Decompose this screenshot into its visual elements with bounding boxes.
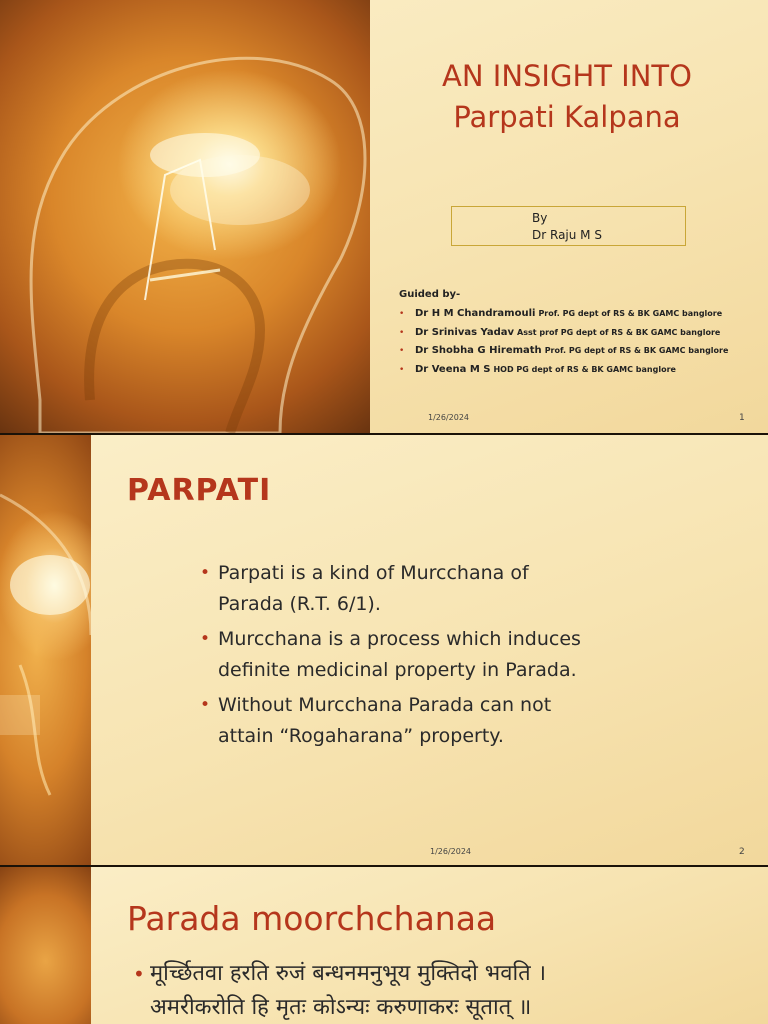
light-bulb-icon: [0, 0, 370, 433]
guide-list: [399, 305, 764, 379]
guide-role: Prof. PG dept of RS & BK GAMC banglore: [544, 346, 729, 355]
slide-3: [0, 867, 768, 1024]
slide-title: Parada moorchchanaa: [127, 899, 497, 938]
guide-name: Dr Veena M S: [415, 363, 491, 375]
guide-role: Asst prof PG dept of RS & BK GAMC banglore: [517, 327, 721, 337]
guide-role: Prof. PG dept of RS & BK GAMC banglore: [538, 309, 723, 318]
bullet-item: • Murcchana is a process which induces definite medicinal property in Parada.: [200, 624, 600, 686]
title-line-2: Parpati Kalpana: [453, 100, 681, 134]
guide-name: Dr Shobha G Hiremath: [415, 345, 542, 356]
by-label: By: [532, 211, 548, 225]
guide-item: [399, 305, 764, 324]
bullet-list: [200, 558, 600, 756]
title-line-1: AN INSIGHT INTO: [442, 59, 692, 93]
slide-2: [0, 435, 768, 865]
guide-role: HOD PG dept of RS & BK GAMC banglore: [493, 364, 676, 374]
light-bulb-photo: [0, 0, 370, 433]
guide-item: [399, 361, 764, 380]
slide-number: 1: [739, 413, 745, 423]
light-bulb-icon: [0, 435, 91, 865]
bullet-item: • Parpati is a kind of Murcchana of Parada (R.T. 6/1).: [200, 558, 600, 620]
slide-1: [0, 0, 768, 433]
author-name: Dr Raju M S: [532, 228, 602, 242]
slide-date: 1/26/2024: [428, 413, 470, 422]
verse-line-1: • मूर्च्छितवा हरति रुजं बन्धनमनुभूय मुक्तिदो भवति ।: [150, 961, 547, 986]
guide-name: Dr H M Chandramouli: [415, 308, 536, 319]
author-box: [451, 206, 686, 246]
slide-title: PARPATI: [127, 473, 272, 508]
verse-item: [133, 957, 753, 1024]
verse-line-2: अमरीकरोति हि मृतः कोऽन्यः करुणाकरः सूतात् ॥: [150, 995, 532, 1020]
guide-item: [399, 324, 764, 343]
light-bulb-photo: [0, 435, 91, 865]
slide-title: [372, 56, 762, 138]
verse-list: [133, 957, 753, 1024]
slide-date: 1/26/2024: [430, 847, 472, 856]
guided-by-label: Guided by-: [399, 289, 461, 300]
bullet-item: • Without Murcchana Parada can not attain “Rogaharana” property.: [200, 690, 600, 752]
light-bulb-photo: [0, 867, 91, 1024]
guide-name: Dr Srinivas Yadav: [415, 326, 515, 338]
guide-item: [399, 342, 764, 361]
slide-number: 2: [739, 847, 745, 857]
